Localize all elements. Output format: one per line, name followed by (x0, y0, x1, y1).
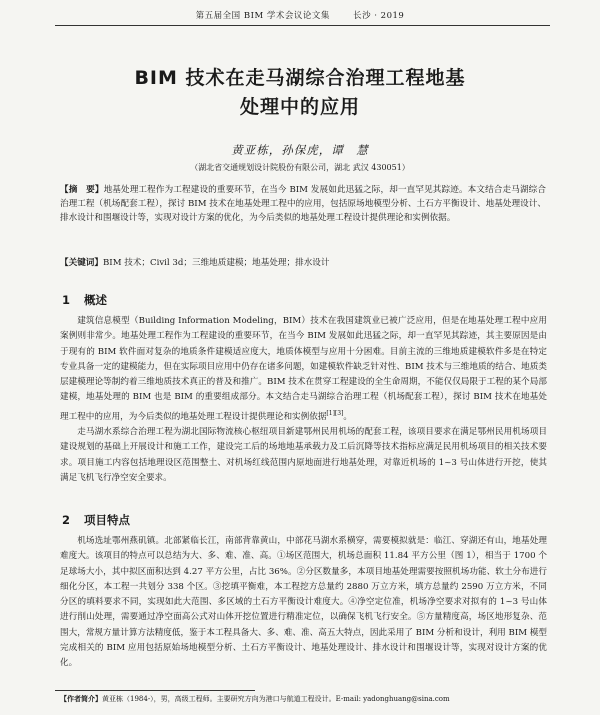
section-1-title: 概述 (84, 293, 108, 307)
author-footnote (60, 694, 550, 704)
footnote-text: 黄亚栋（1984-），男，高级工程师。主要研究方向为港口与航道工程设计。E-mail: yadonghuang@sina.com (102, 695, 450, 703)
author-list: 黄亚栋，孙保虎，谭 慧 (231, 143, 369, 157)
conference-name: 第五届全国 BIM 学术会议论文集 (195, 11, 330, 21)
section-2-heading (62, 512, 130, 528)
section-1-heading (62, 292, 107, 308)
section-1-paragraph-2: 走马湖水系综合治理工程为湖北国际物流核心枢纽项目新建鄂州民用机场的配套工程，该项目要求在满足鄂州民用机场项目建设规划的基础上开展设计和施工工作，建设完工后的场地地基承载力及工后沉降等技术指标应满足民用机场项目的相关技术要求。项目施工内容包括地理设区范围整土、对机场红线范围内原地面进行地基处理，对靠近机场的 1~3 号山体进行开挖，使其满足飞机飞行净空安全要求。 (60, 426, 547, 483)
footnote-rule (55, 690, 255, 691)
abstract-label: 【摘 要】 (60, 185, 104, 195)
paper-title-line-1: BIM 技术在走马湖综合治理工程地基 (134, 67, 466, 89)
section-1-paragraph-1-text: 建筑信息模型（Building Information Modeling，BIM）技术在我国建筑业已被广泛应用，但是在地基处理工程中应用案例则非常少。地基处理工程作为工程建设的重要环节，在当今 BIM 发展如此迅猛之际，却一直罕见其踪迹，其主要原因是由于现有的 BIM 软件面对复杂的地质条件建模适应度大，地质体模型与应用十分困难。目前主流的三维地质建模软件多是在特定专业具备一定的建模能力，但在实际项目应用中仍存在诸多问题，如建模软件缺乏针对性、BIM 技术与三维地质的结合、地质类层建模理论等制约着三维地质技术真正的普及和推广。BIM 技术在贯穿工程建设的全生命周期，不能仅仅局限于工程的某个局部建模，地基处理的 BIM 也是 BIM 的重要组成部分。本文结合走马湖综合治理工程（机场配套工程），探讨 BIM 技术在地基处理工程中的应用，为今后类似的地基处理工程设计提供理论和实例依据 (60, 316, 547, 422)
section-1-paragraph-1 (60, 314, 547, 425)
conference-location: 长沙 · 2019 (353, 11, 405, 21)
section-2-title: 项目特点 (84, 513, 131, 527)
section-2-body (60, 534, 547, 672)
affiliation: （湖北省交通规划设计院股份有限公司，湖北 武汉 430051） (190, 163, 410, 172)
abstract-text: 地基处理工程作为工程建设的重要环节，在当今 BIM 发展如此迅猛之际，却一直罕见其踪迹。本文结合走马湖综合治理工程（机场配套工程），探讨 BIM 技术在地基处理工程中的应用，包括原场地模型分析、土石方平衡设计、地基处理设计、排水设计和围堰设计等，实现对设计方案的优化，为今后类似的地基处理工程设计提供理论和实例依据。 (60, 185, 546, 224)
keywords (60, 256, 546, 270)
paragraph-end: 。 (343, 411, 353, 422)
running-header (0, 9, 600, 21)
keywords-text: BIM 技术；Civil 3d；三维地质建模；地基处理；排水设计 (102, 258, 330, 268)
section-2-number: 2 (62, 513, 71, 527)
section-1-body (60, 314, 547, 486)
section-2-paragraph-1: 机场选址鄂州燕矶镇。北部紧临长江，南部背靠黄山，中部花马湖水系横穿，需要模拟就是：临江、穿湖还有山，地基处理难度大。该项目的特点可以总结为大、多、难、准、高。①场区范围大，机场总面积 11.84 平方公里（图 1），相当于 1700 个足球场大小，其中拟区面积达到 4.27 平方公里，占比 36%。②分区数量多，本项目地基处理需要按照机场功能、软土分布进行细化分区，本工程一共划分 338 个区。③挖填平衡难，本工程挖方总量约 2880 万立方米，填方总量约 2590 万立方米，不同分区的填料要求不同，实现如此大范围、多区域的土石方平衡设计难度大。④净空定位准，机场净空要求对拟有的 1~3 号山体进行削山处理，需要通过净空面高公式对山体开挖位置进行精准定位，以确保飞机飞行安全。⑤方量精度高，场区地形复杂、范围大，常规方量计算方法精度低，鉴于本工程具备大、多、难、准、高五大特点，因此采用了 BIM 分析和设计，利用 BIM 模型完成相关的 BIM 应用包括原始场地模型分析、土石方平衡设计、地基处理设计、排水设计和围堰设计等，实现对设计方案的优化。 (60, 536, 547, 669)
keywords-label: 【关键词】 (60, 258, 103, 268)
header-rule (55, 25, 550, 26)
abstract (60, 183, 546, 226)
footnote-label: 【作者简介】 (60, 695, 102, 703)
section-1-number: 1 (62, 293, 71, 307)
citation-ref: [1][3] (326, 409, 344, 417)
paper-title-line-2: 处理中的应用 (239, 96, 360, 118)
